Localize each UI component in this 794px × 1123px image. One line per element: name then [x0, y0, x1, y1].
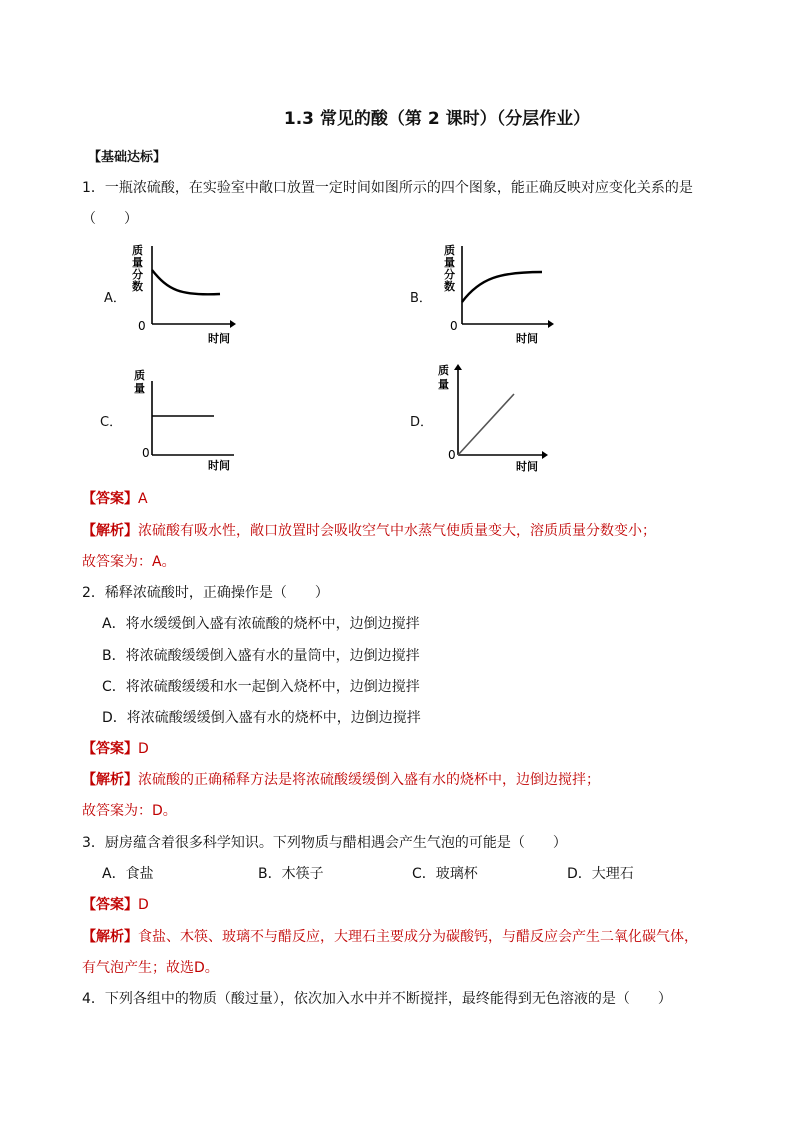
q3-analysis-tag: 【解析】: [82, 929, 138, 945]
q1-analysis: [82, 520, 656, 540]
q3-analysis-text-2: 有气泡产生；故选D。: [82, 960, 219, 976]
figure-a-ylabel-4: 数: [132, 280, 143, 293]
figure-a-label: A．: [104, 291, 126, 306]
q1-analysis-text: 浓硫酸有吸水性，敞口放置时会吸收空气中水蒸气使质量变大，溶质质量分数变小；: [138, 523, 656, 539]
figure-b-label: B．: [410, 291, 432, 306]
figure-d-graph: [436, 360, 556, 474]
figure-c-xlabel: 时间: [208, 459, 230, 472]
figure-d-line: [458, 394, 514, 455]
figure-a-graph: [130, 240, 240, 346]
q3-option-d: D．大理石: [567, 866, 634, 882]
q3-answer-tag: 【答案】: [82, 897, 138, 913]
figure-a-origin: 0: [138, 319, 146, 333]
q2-stem: 2．稀释浓硫酸时，正确操作是（ ）: [82, 585, 329, 601]
figure-d-y-arrow: [454, 364, 462, 370]
section-heading: 【基础达标】: [88, 150, 167, 165]
q3-option-c: C．玻璃杯: [412, 866, 478, 882]
q2-answer-value: D: [138, 741, 149, 757]
figure-b-xlabel: 时间: [516, 332, 538, 345]
figure-b-ylabel-4: 数: [444, 280, 455, 293]
q2-analysis-text: 浓硫酸的正确稀释方法是将浓硫酸缓缓倒入盛有水的烧杯中，边倒边搅拌；: [138, 772, 600, 788]
figure-a-xlabel: 时间: [208, 332, 230, 345]
figure-d-ylabel-1: 质: [438, 364, 449, 377]
q2-analysis-tag: 【解析】: [82, 772, 138, 788]
q2-answer-tag: 【答案】: [82, 741, 138, 757]
figure-b-ylabel-1: 质: [444, 244, 455, 257]
figure-d-origin: 0: [448, 448, 456, 462]
q1-conclusion: 故答案为：A。: [82, 554, 176, 570]
q1-answer-tag: 【答案】: [82, 491, 138, 507]
q3-stem: 3．厨房蕴含着很多科学知识。下列物质与醋相遇会产生气泡的可能是（ ）: [82, 835, 567, 851]
figure-a-ylabel-1: 质: [132, 244, 143, 257]
figure-a-ylabel-3: 分: [132, 268, 143, 281]
figure-c-graph: [130, 365, 240, 473]
q2-option-c: C．将浓硫酸缓缓和水一起倒入烧杯中，边倒边搅拌: [102, 679, 420, 695]
figure-a-ylabel-2: 量: [132, 256, 143, 269]
page-title: 1.3 常见的酸（第 2 课时）（分层作业）: [283, 109, 591, 129]
figure-d-label: D．: [410, 415, 434, 430]
figure-b-x-arrow: [548, 320, 554, 328]
q2-conclusion: 故答案为：D。: [82, 803, 177, 819]
figure-b-curve: [462, 272, 542, 302]
q1-answer: [82, 488, 148, 508]
figure-a-x-arrow: [230, 320, 236, 328]
q3-option-b: B．木筷子: [258, 866, 324, 882]
q2-option-a: A．将水缓缓倒入盛有浓硫酸的烧杯中，边倒边搅拌: [102, 616, 420, 632]
q3-analysis-text-1: 食盐、木筷、玻璃不与醋反应，大理石主要成分为碳酸钙，与醋反应会产生二氧化碳气体，: [138, 929, 698, 945]
q1-stem-line2: （ ）: [82, 211, 138, 227]
figure-a-curve: [152, 270, 220, 294]
q2-answer: [82, 738, 149, 758]
q3-answer-value: D: [138, 897, 149, 913]
figure-c-label: C．: [100, 415, 123, 430]
figure-b-origin: 0: [450, 319, 458, 333]
q3-option-a: A．食盐: [102, 866, 154, 882]
q2-analysis: [82, 769, 600, 789]
q3-answer: [82, 894, 149, 914]
figure-c-ylabel-2: 量: [134, 382, 145, 395]
figure-b-ylabel-3: 分: [444, 268, 455, 281]
figure-c-origin: 0: [142, 446, 150, 460]
q4-stem: 4．下列各组中的物质（酸过量），依次加入水中并不断搅拌，最终能得到无色溶液的是（ ）: [82, 991, 672, 1007]
figure-d-x-arrow: [542, 451, 548, 459]
q1-analysis-tag: 【解析】: [82, 523, 138, 539]
q3-analysis: [82, 926, 698, 946]
q2-option-b: B．将浓硫酸缓缓倒入盛有水的量筒中，边倒边搅拌: [102, 648, 420, 664]
figure-b-ylabel-2: 量: [444, 256, 455, 269]
q1-stem-line1: 1．一瓶浓硫酸，在实验室中敞口放置一定时间如图所示的四个图象，能正确反映对应变化关系的是: [82, 180, 693, 196]
figure-d-xlabel: 时间: [516, 460, 538, 473]
figure-c-ylabel-1: 质: [134, 369, 145, 382]
figure-d-ylabel-2: 量: [438, 378, 449, 391]
q1-answer-value: A: [138, 491, 148, 507]
figure-b-graph: [440, 240, 560, 346]
q2-option-d: D．将浓硫酸缓缓倒入盛有水的烧杯中，边倒边搅拌: [102, 710, 421, 726]
